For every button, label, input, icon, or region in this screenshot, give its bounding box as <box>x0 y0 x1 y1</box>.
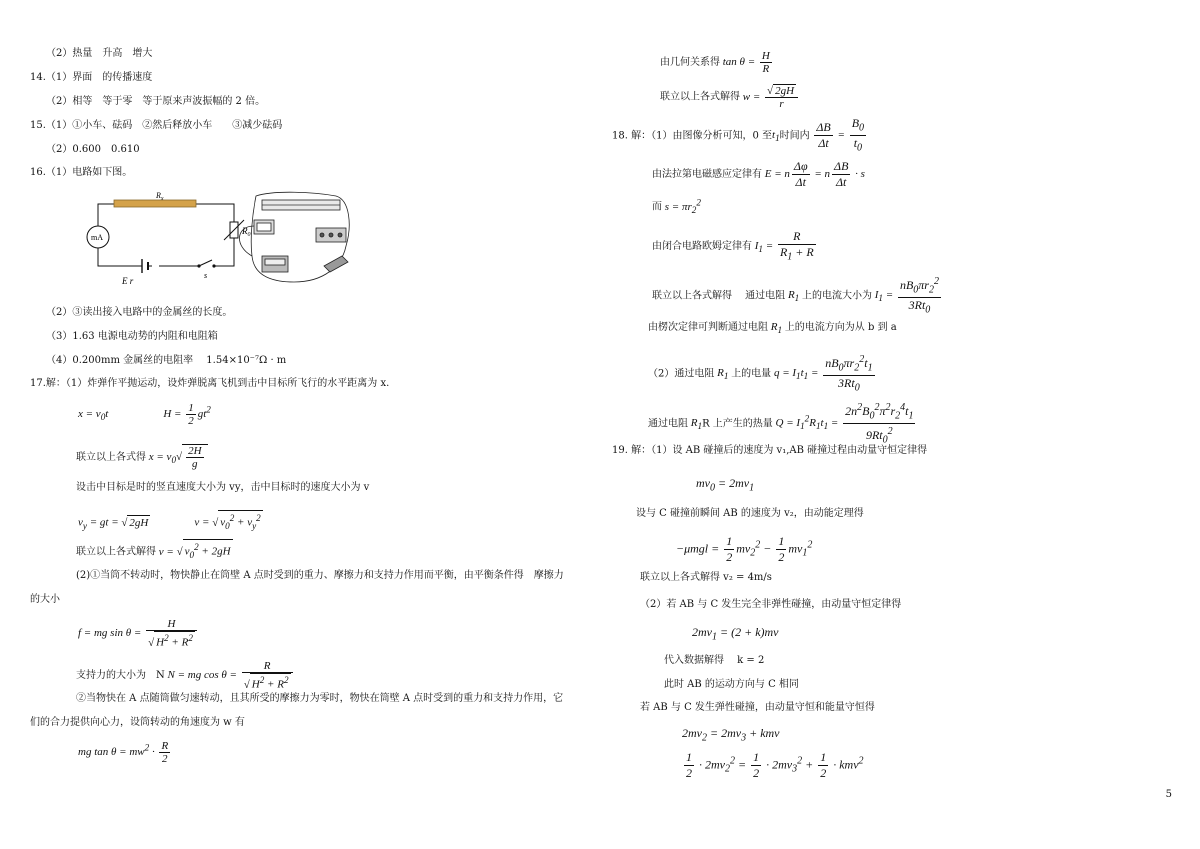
apparatus-sketch <box>239 192 349 282</box>
eq-friction: f = mg sin θ = $\frac{H}{√ H^2 + R^2}$ <box>78 618 199 649</box>
eq-x-h: $x = v_0t$ H = $\frac{1}{2}$ $gt^2$ <box>78 402 211 427</box>
eq-elastic-momentum: $2mv_2 = 2mv_3$ + kmv <box>682 726 780 744</box>
r0-label: $R_0$ <box>242 226 251 238</box>
rx-label: $R_x$ <box>156 191 164 202</box>
eq-v-solution: 联立以上各式解得 v = √ $v_0^2 + 2gH$ <box>76 539 233 562</box>
answer-19-2: （2）若 AB 与 C 发生完全非弹性碰撞，由动量守恒定律得 <box>640 599 902 610</box>
answer-14-2: （2）相等 等于零 等于原来声波振幅的 2 倍。 <box>46 96 266 107</box>
eq-heat: 通过电阻 $R_1R$ 上产生的热量 $Q = I_1^2R_1t_1$ = $\frac{2n^2B_0^2\pi^2r_2^4t_1}{9Rt_0^2}$ <box>648 402 914 446</box>
metal-wire-rx <box>114 200 196 207</box>
eq-normal-force: 支持力的大小为 N N = mg cos θ = $\frac{R}{√ H^2 + R^2}$ <box>76 660 295 691</box>
eq-centripetal: mg $\tan \theta = mw^2$ · $\frac{R}{2}$ <box>78 740 169 765</box>
eq-work-energy: −μmgl = $\frac{1}{2}$ $mv_2^2$ − $\frac{1}{2}$ $mv_1^2$ <box>676 534 813 564</box>
eq-area: 而 $s = \pi r_2^2$ <box>652 197 701 215</box>
answer-19-energy-intro: 设与 C 碰撞前瞬间 AB 的速度为 v₂，由动能定理得 <box>636 508 864 519</box>
answer-17-intro: 17.解：（1）炸弹作平抛运动，设炸弹脱离飞机到击中目标所飞行的水平距离为 x. <box>30 378 390 389</box>
eq-inelastic: $2mv_1 = (2 + k)mv$ <box>692 625 779 643</box>
answer-16-2: （2）③读出接入电路中的金属丝的长度。 <box>46 307 233 318</box>
eq-faraday: 由法拉第电磁感应定律有 E = n $\frac{\Delta\varphi}{\Delta t}$ = n $\frac{\Delta B}{\Delta t}$ · s <box>652 159 865 189</box>
answer-14-1: 14.（1）界面 的传播速度 <box>30 72 153 83</box>
answer-17-2-text-cont: 的大小 <box>30 594 60 605</box>
answer-17-2-part2: ②当物快在 A 点随筒做匀速转动，且其所受的摩擦力为零时，物快在筒壁 A 点时受到的重力和支持力作用，它 <box>76 693 564 704</box>
answer-19-direction: 此时 AB 的运动方向与 C 相同 <box>664 679 799 690</box>
answer-19-elastic: 若 AB 与 C 发生弹性碰撞，由动量守恒和能量守恒得 <box>640 702 875 713</box>
answer-15-1: 15.（1）①小车、砝码 ②然后释放小车 ③减少砝码 <box>30 120 283 131</box>
eq-charge: （2）通过电阻 $R_1$ 上的电量 $q = I_1t_1$ = $\frac{nB_0\pi r_2^2t_1}{3Rt_0}$ <box>648 354 873 394</box>
eq-momentum-1: $mv_0 = 2mv_1$ <box>696 476 755 494</box>
answer-15-2: （2）0.600 0.610 <box>46 144 140 155</box>
answer-19-k: 代入数据解得 k = 2 <box>664 655 765 666</box>
answer-16-4: （4）0.200mm 金属丝的电阻率 1.54×10⁻⁷Ω · m <box>46 355 287 366</box>
eq-tan-theta: 由几何关系得 tan θ = $\frac{H}{R}$ <box>660 50 770 75</box>
answer-19-v2: 联立以上各式解得 v₂ = 4m/s <box>640 572 772 583</box>
switch-label: s <box>204 271 208 280</box>
answer-16-3: （3）1.63 电源电动势的内阻和电阻箱 <box>46 331 218 342</box>
answer-18-direction: 由楞次定律可判断通过电阻 $R_1$ 上的电流方向为从 b 到 a <box>648 321 897 336</box>
answer-18-1: 18. 解：（1）由图像分析可知，0 至$t_1$时间内 $\frac{\Delta B}{\Delta t}$ = $\frac{B_0}{t_0}$ <box>612 116 865 154</box>
answer-16-1: 16.（1）电路如下图。 <box>30 167 133 178</box>
eq-w-solution: 联立以上各式解得 w = $\frac{√ 2gH}{r}$ <box>660 84 800 110</box>
er-label: E r <box>122 276 134 286</box>
answer-17-vy-intro: 设击中目标是时的竖直速度大小为 vy，击中目标时的速度大小为 v <box>76 482 370 493</box>
answer-13-2: （2）热量 升高 增大 <box>46 48 153 59</box>
answer-17-2-text: (2)①当筒不转动时，物快静止在筒壁 A 点时受到的重力、摩擦力和支持力作用而平衡，由平衡条件得 摩擦力 <box>76 570 564 581</box>
eq-current: 联立以上各式解得 通过电阻 $R_1$ 上的电流大小为 $I_1$ = $\frac{nB_0\pi r_2^2}{3Rt_0}$ <box>652 276 939 316</box>
answer-17-2-part2-cont: 们的合力提供向心力，设筒转动的角速度为 w 有 <box>30 717 245 728</box>
page-number: 5 <box>1165 789 1172 800</box>
eq-vy-v: $v_y$ = gt = √ 2gH v = √ $v_0^2 + v_y^2$ <box>78 510 263 533</box>
eq-x-solution: 联立以上各式得 $x = v_0√$ $\frac{2H}{g}$ <box>76 444 208 470</box>
ma-label: mA <box>91 233 103 242</box>
circuit-diagram <box>84 186 354 286</box>
eq-ohm: 由闭合电路欧姆定律有 $I_1$ = $\frac{R}{R_1 + R}$ <box>652 229 814 263</box>
answer-19-1: 19. 解：（1）设 AB 碰撞后的速度为 v₁,AB 碰撞过程由动量守恒定律得 <box>612 445 928 456</box>
eq-elastic-energy: $\frac{1}{2}$ · $2mv_2^2$ = $\frac{1}{2}$ · $2mv_3^2$ + $\frac{1}{2}$ · kmv$^2$ <box>686 750 864 780</box>
